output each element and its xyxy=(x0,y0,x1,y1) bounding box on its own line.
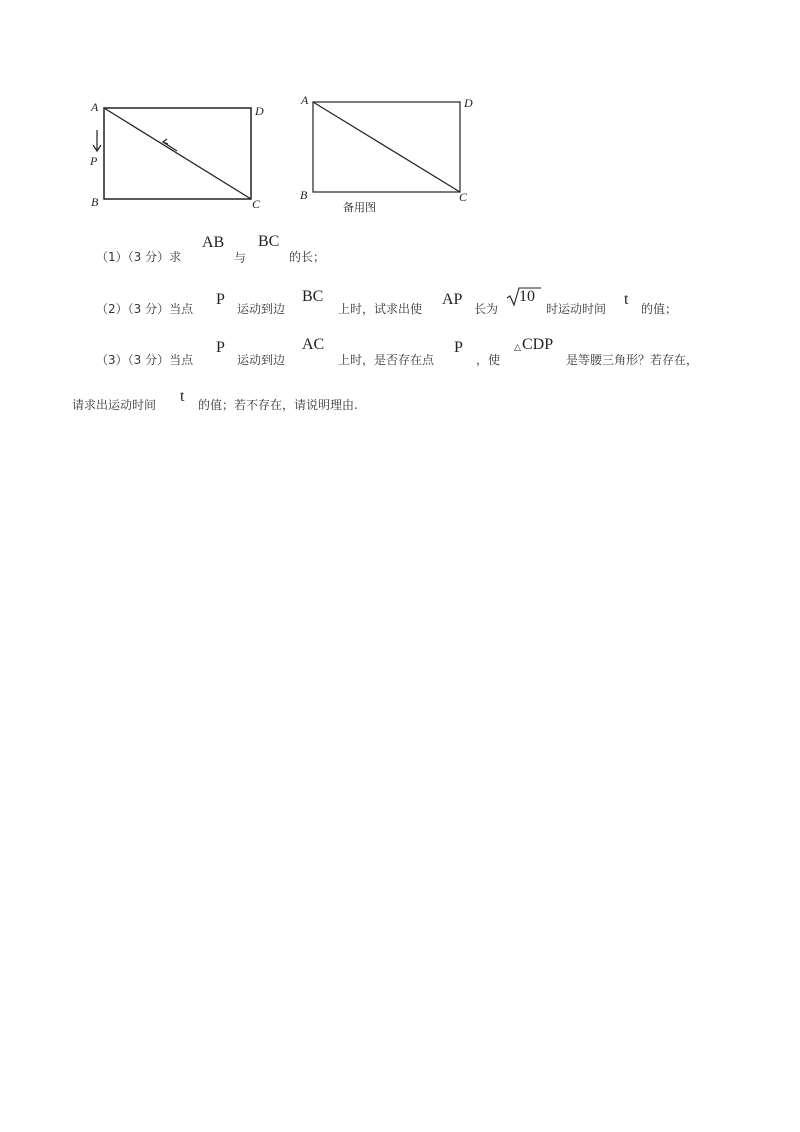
q3-p2: P xyxy=(454,339,463,356)
q3-text-2: 上时，是否存在点 xyxy=(338,353,435,367)
vertex-label-b: B xyxy=(91,195,99,209)
diagonal-ac xyxy=(104,108,251,199)
q1-and: 与 xyxy=(234,251,247,265)
triangle-symbol-icon: △ xyxy=(514,343,521,353)
point-label-p: P xyxy=(90,154,98,168)
q2-ap: AP xyxy=(442,291,463,308)
q3-text-3: ，使 xyxy=(476,353,501,367)
q2-text-2: 上时，试求出使 xyxy=(338,302,423,316)
q3-ac: AC xyxy=(302,336,325,353)
figure-right-spare xyxy=(295,92,485,217)
q1-ab: AB xyxy=(202,234,225,251)
vertex-label-b: B xyxy=(300,188,308,202)
q3-number: （3）（3 分）当点 xyxy=(96,353,194,367)
vertex-label-c: C xyxy=(252,197,261,211)
q2-number: （2）（3 分）当点 xyxy=(96,302,194,316)
q1-tail: 的长； xyxy=(289,250,326,264)
q3-t: t xyxy=(180,388,185,405)
q3-p: P xyxy=(216,339,225,356)
q2-text-5: 的值； xyxy=(641,302,678,316)
diagonal-ac-spare xyxy=(313,102,460,192)
q3-text-1: 运动到边 xyxy=(237,353,286,367)
vertex-label-d: D xyxy=(464,96,473,110)
q3-text-4: 是等腰三角形？若存在， xyxy=(566,353,699,367)
q3-line2-b: 的值；若不存在，请说明理由. xyxy=(198,398,358,412)
q2-p: P xyxy=(216,291,225,308)
q2-t: t xyxy=(624,291,629,308)
q2-radicand: 10 xyxy=(519,288,535,305)
q2-text-1: 运动到边 xyxy=(237,302,286,316)
figure-left-rectangle xyxy=(85,98,275,216)
q1-number: （1）（3 分）求 xyxy=(96,250,182,264)
q1-bc: BC xyxy=(258,233,280,250)
vertex-label-a: A xyxy=(301,93,309,107)
q2-bc: BC xyxy=(302,288,324,305)
q2-text-3: 长为 xyxy=(474,302,499,316)
q2-text-4: 时运动时间 xyxy=(546,302,607,316)
vertex-label-d: D xyxy=(255,104,264,118)
down-arrow-icon xyxy=(93,130,101,151)
q3-line2-a: 请求出运动时间 xyxy=(72,398,157,412)
vertex-label-a: A xyxy=(91,100,99,114)
q3-cdp: CDP xyxy=(522,336,554,353)
figure-caption: 备用图 xyxy=(343,201,376,214)
vertex-label-c: C xyxy=(459,190,468,204)
